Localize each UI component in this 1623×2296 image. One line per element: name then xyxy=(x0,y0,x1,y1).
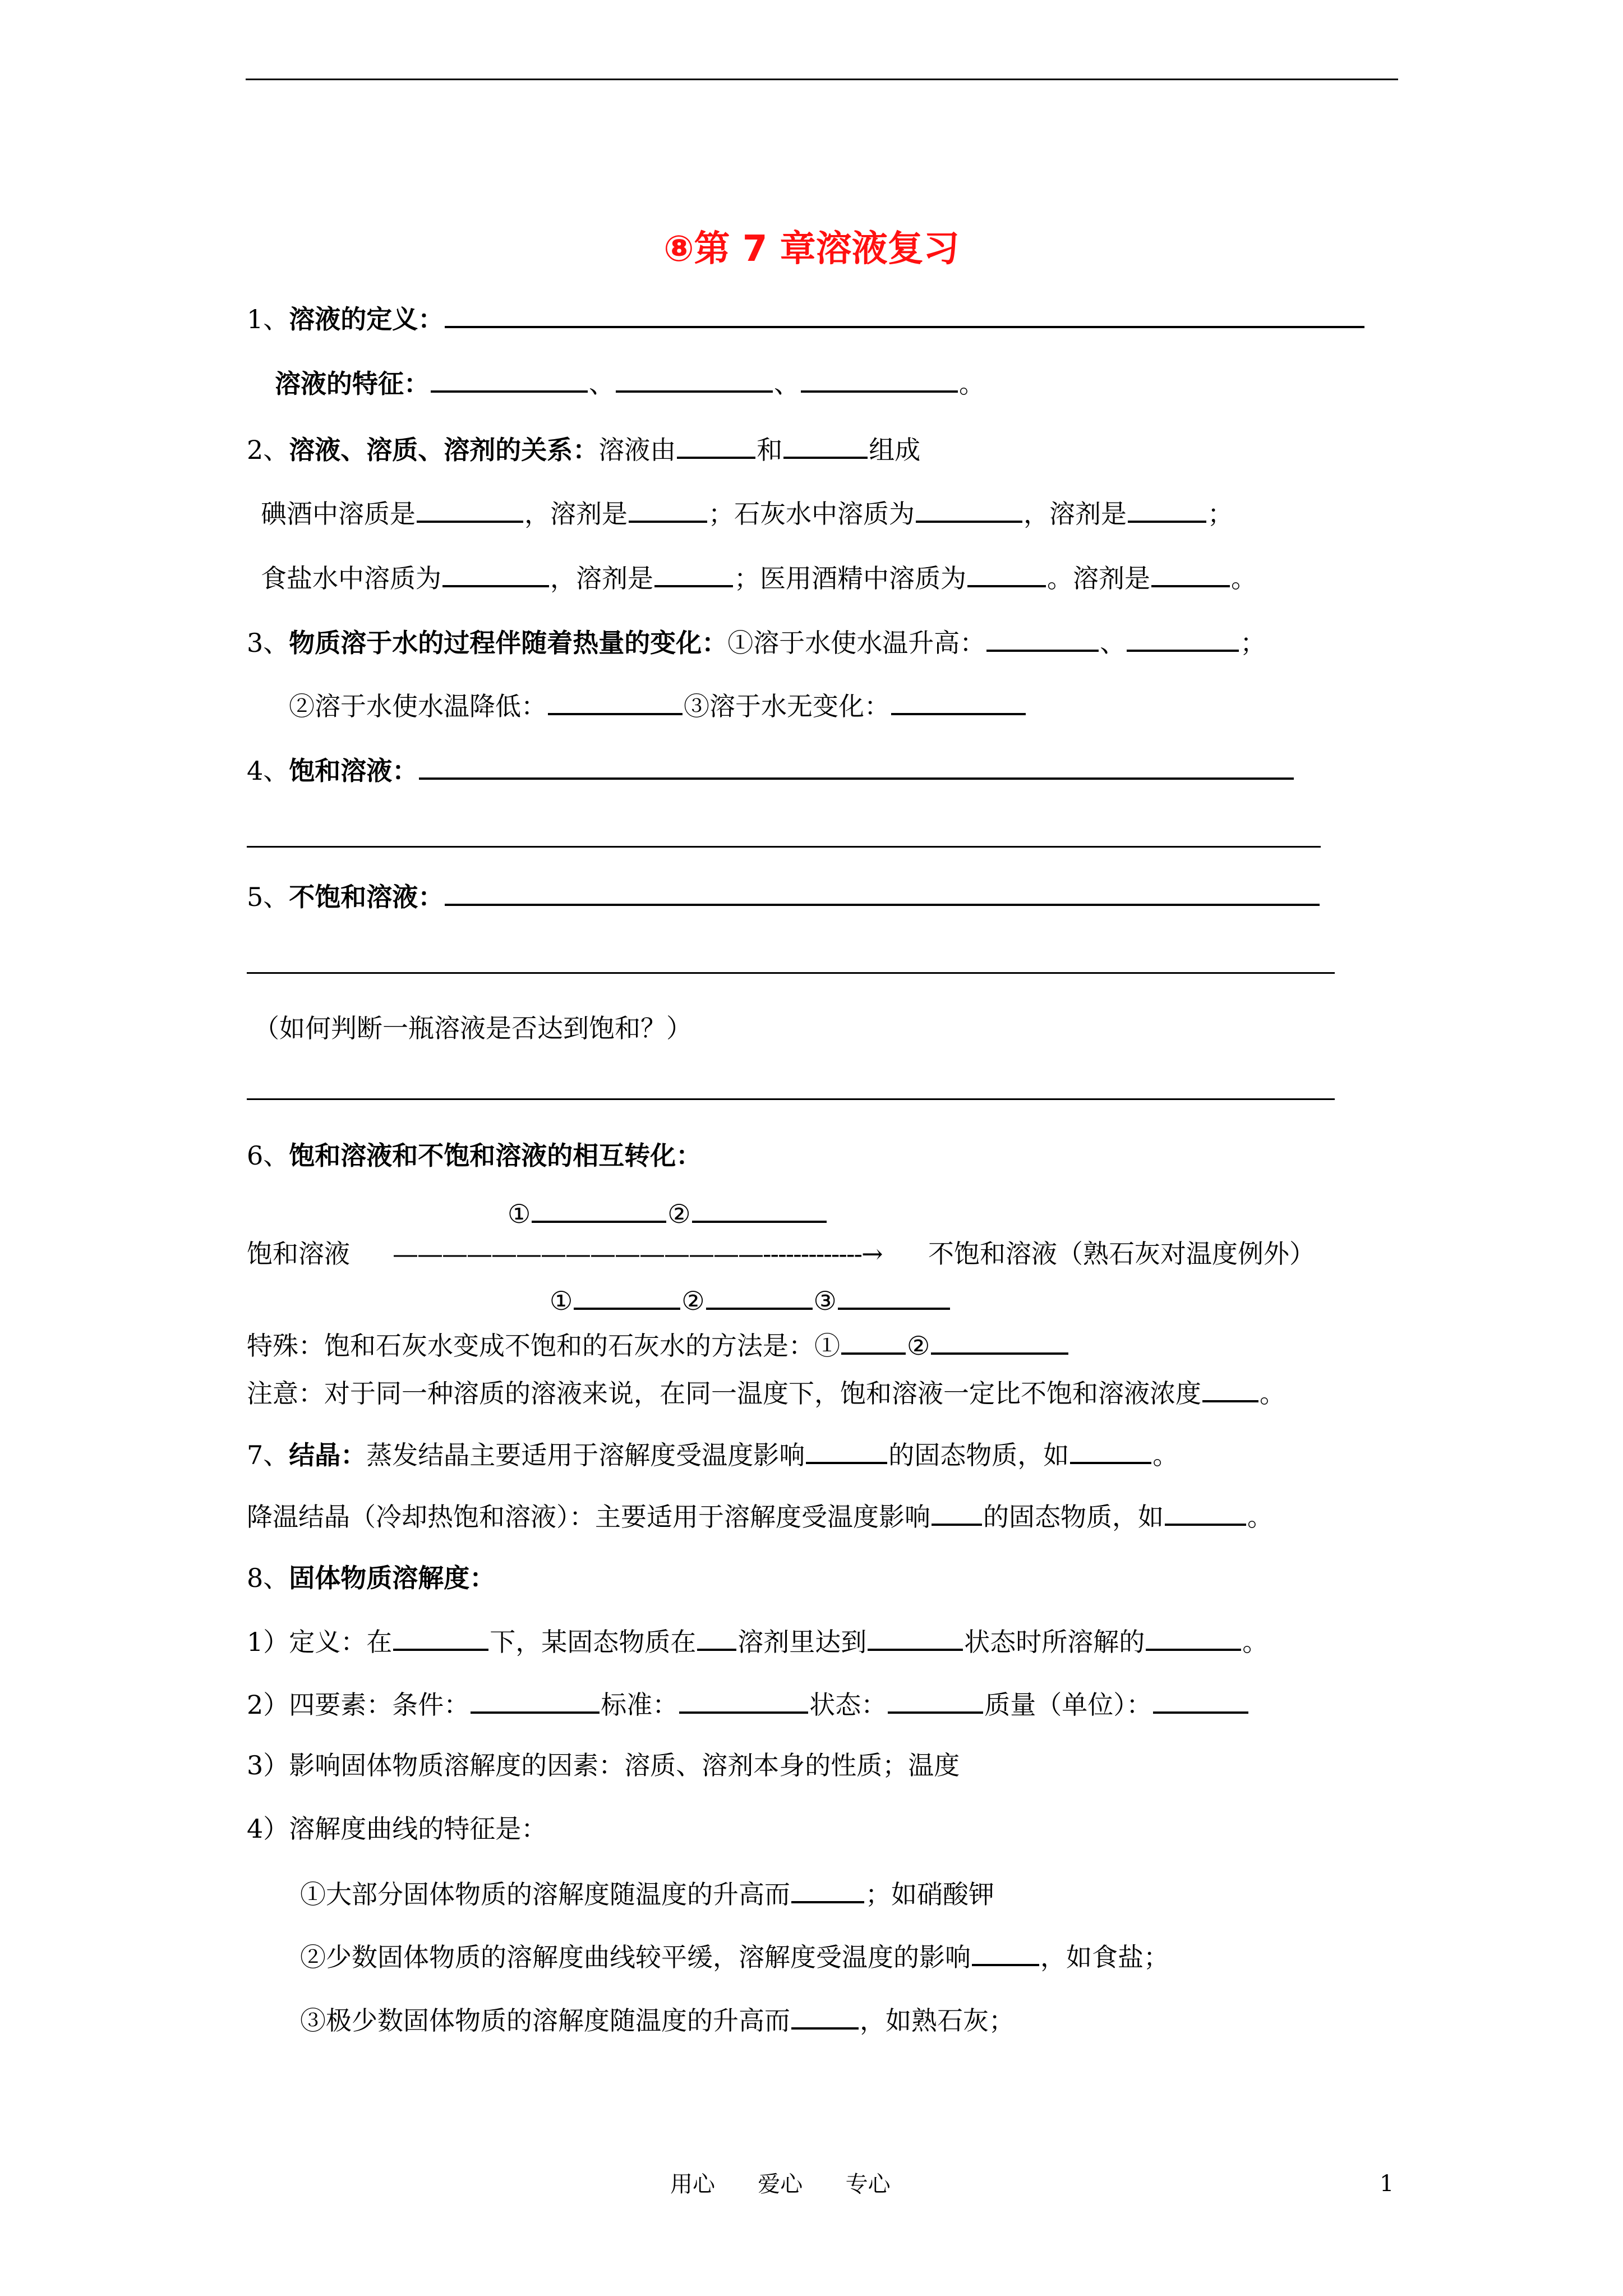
q6-arrow: ———————————————-------------→ xyxy=(393,1239,882,1269)
q6-bottom-conditions: ① ② ③ xyxy=(550,1282,951,1315)
q8-four-elements: 2）四要素：条件： 标准： 状态： 质量（单位）： xyxy=(247,1686,1249,1719)
page-number: 1 xyxy=(1380,2171,1394,2197)
q6-top-conditions: ① ② xyxy=(508,1195,828,1228)
q1-features: 溶液的特征： 、 、 。 xyxy=(275,365,985,398)
q5-question: （如何判断一瓶溶液是否达到饱和？） xyxy=(253,1013,692,1043)
q8-factors: 3）影响固体物质溶解度的因素：溶质、溶剂本身的性质；温度 xyxy=(247,1750,960,1780)
q6-note: 注意：对于同一种溶质的溶液来说，在同一温度下，饱和溶液一定比不饱和溶液浓度 。 xyxy=(247,1374,1285,1408)
q6-heading: 6、饱和溶液和不饱和溶液的相互转化： xyxy=(247,1140,702,1171)
q7-evaporation: 7、结晶：蒸发结晶主要适用于溶解度受温度影响 的固态物质，如 。 xyxy=(247,1436,1178,1470)
q2-line1: 碘酒中溶质是 ，溶剂是 ；石灰水中溶质为 ，溶剂是 ； xyxy=(261,495,1233,528)
q2-line2: 食盐水中溶质为 ，溶剂是 ；医用酒精中溶质为 。溶剂是 。 xyxy=(261,559,1257,593)
q7-cooling: 降温结晶（冷却热饱和溶液）：主要适用于溶解度受温度影响 的固态物质，如 。 xyxy=(247,1498,1273,1531)
q3-cooling: ②溶于水使水温降低： ③溶于水无变化： xyxy=(289,687,1027,721)
header-rule xyxy=(246,79,1398,80)
q8-feature-2: ②少数固体物质的溶解度曲线较平缓，溶解度受温度的影响 ，如食盐； xyxy=(300,1938,1169,1972)
q8-feature-3: ③极少数固体物质的溶解度随温度的升高而 ，如熟石灰； xyxy=(300,2001,1015,2035)
q8-curve-features: 4）溶解度曲线的特征是： xyxy=(247,1814,547,1844)
q8-feature-1: ①大部分固体物质的溶解度随温度的升高而 ；如硝酸钾 xyxy=(300,1875,994,1909)
q3-heat: 3、物质溶于水的过程伴随着热量的变化：①溶于水使水温升高： 、 ； xyxy=(247,624,1266,657)
footer-text: 用心 爱心 专心 xyxy=(670,2171,891,2197)
q6-unsaturated-label: 不饱和溶液（熟石灰对温度例外） xyxy=(928,1239,1315,1269)
page-title: ⑧第 7 章溶液复习 xyxy=(663,228,960,270)
q5-answer-line xyxy=(247,972,1335,974)
q5-unsaturated: 5、不饱和溶液： xyxy=(247,878,1321,912)
q6-special: 特殊：饱和石灰水变成不饱和的石灰水的方法是：① ② xyxy=(247,1327,1069,1360)
q6-saturated-label: 饱和溶液 xyxy=(247,1239,350,1269)
q4-answer-line xyxy=(247,846,1321,848)
q8-definition: 1）定义：在 下，某固态物质在 溶剂里达到 状态时所溶解的 。 xyxy=(247,1623,1268,1657)
q2-relation: 2、溶液、溶质、溶剂的关系：溶液由 和 组成 xyxy=(247,431,920,464)
q8-heading: 8、固体物质溶解度： xyxy=(247,1563,496,1593)
q5-answer-line-2 xyxy=(247,1098,1335,1100)
q4-saturated: 4、饱和溶液： xyxy=(247,752,1295,785)
q1-definition: 1、溶液的定义： xyxy=(247,300,1366,334)
